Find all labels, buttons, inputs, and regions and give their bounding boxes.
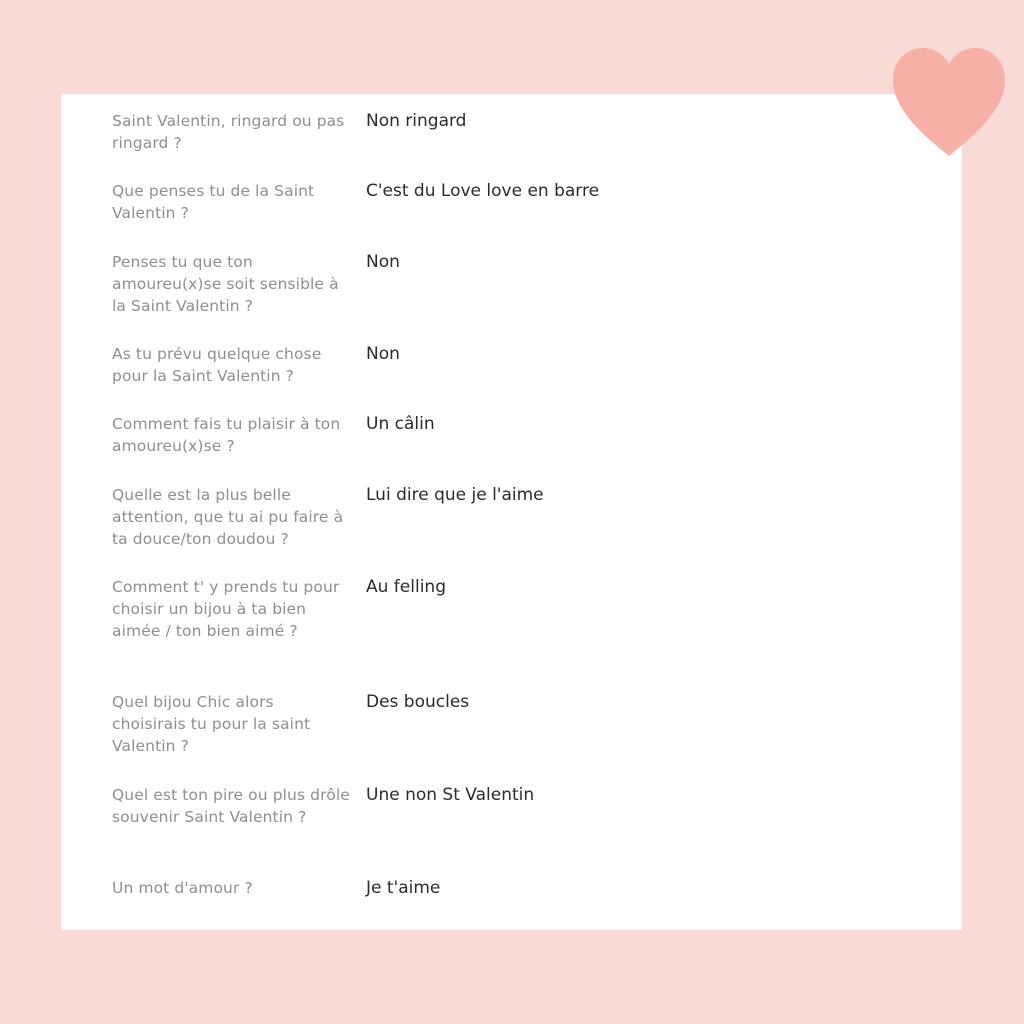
answer-text: Au felling	[366, 577, 446, 597]
answer-text: C'est du Love love en barre	[366, 181, 600, 201]
answer-text: Non ringard	[366, 111, 467, 131]
answer-text: Une non St Valentin	[366, 785, 535, 805]
question-text: Saint Valentin, ringard ou pas ringard ?	[112, 112, 345, 152]
heart-shape	[893, 48, 1005, 156]
answer-text: Lui dire que je l'aime	[366, 485, 544, 505]
question-text: Que penses tu de la Saint Valentin ?	[112, 182, 315, 222]
answer-text: Un câlin	[366, 414, 435, 434]
answer-text: Non	[366, 252, 400, 272]
question-text: Comment fais tu plaisir à ton amoureu(x)se ?	[112, 415, 341, 455]
question-text: Quel bijou Chic alors choisirais tu pour la saint Valentin ?	[112, 693, 311, 755]
heart-icon	[885, 40, 1013, 160]
questionnaire-card	[61, 94, 962, 930]
question-text: As tu prévu quelque chose pour la Saint Valentin ?	[112, 345, 322, 385]
question-text: Un mot d'amour ?	[112, 879, 253, 897]
question-text: Quel est ton pire ou plus drôle souvenir Saint Valentin ?	[112, 786, 350, 826]
answer-text: Non	[366, 344, 400, 364]
answer-text: Je t'aime	[366, 878, 441, 898]
question-text: Comment t' y prends tu pour choisir un bijou à ta bien aimée / ton bien aimé ?	[112, 578, 340, 640]
question-text: Quelle est la plus belle attention, que tu ai pu faire à ta douce/ton doudou ?	[112, 486, 344, 548]
answer-text: Des boucles	[366, 692, 470, 712]
question-text: Penses tu que ton amoureu(x)se soit sensible à la Saint Valentin ?	[112, 253, 339, 315]
